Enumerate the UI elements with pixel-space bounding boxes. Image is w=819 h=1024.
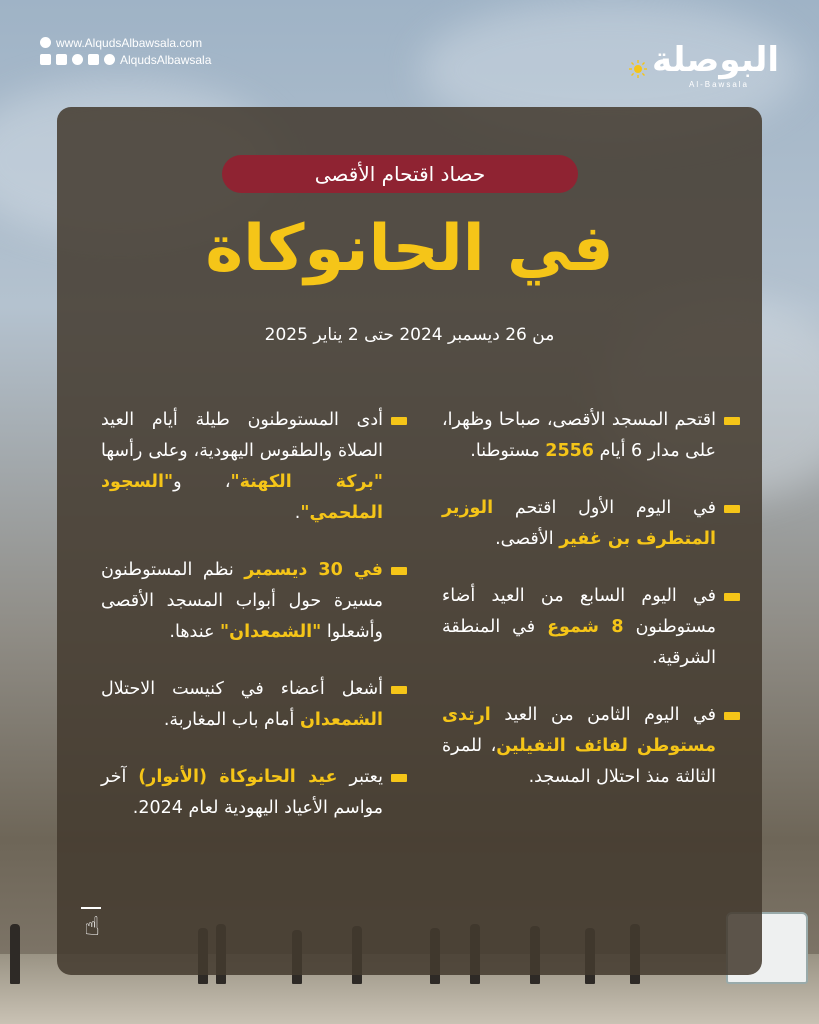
date-range: من 26 ديسمبر 2024 حتى 2 يناير 2025 bbox=[264, 325, 555, 345]
fact-text: ، للمرة الثالثة منذ احتلال المسجد. bbox=[442, 736, 716, 787]
twitter-icon[interactable] bbox=[40, 54, 51, 65]
bullet-icon bbox=[391, 774, 407, 782]
logo-latin: Al-Bawsala bbox=[688, 80, 749, 89]
fact-text: أمام باب المغاربة. bbox=[163, 710, 300, 730]
youtube-icon[interactable] bbox=[56, 54, 67, 65]
fact-text: اقتحم المسجد الأقصى، صباحا وظهرا، على مدار 6 أيام bbox=[442, 410, 716, 461]
fact-text: في اليوم الثامن من العيد bbox=[490, 705, 716, 725]
website-row bbox=[40, 34, 211, 51]
fact-text: ، و bbox=[173, 472, 231, 492]
highlight-text: عيد الحانوكاة (الأنوار) bbox=[138, 767, 338, 787]
bullet-icon bbox=[724, 505, 740, 513]
fact-text: . bbox=[294, 503, 301, 523]
fact-text: أدى المستوطنون طيلة أيام العيد الصلاة والطقوس اليهودية، وعلى رأسها bbox=[101, 410, 383, 461]
highlight-text: الوزير المتطرف بن غفير bbox=[442, 498, 716, 549]
facebook-icon[interactable] bbox=[72, 54, 83, 65]
fact-text: في اليوم الأول اقتحم bbox=[493, 498, 716, 518]
content-card bbox=[57, 107, 762, 975]
bullet-icon bbox=[724, 593, 740, 601]
fact-item bbox=[101, 405, 407, 529]
highlight-text: "السجود الملحمي" bbox=[101, 472, 383, 523]
fact-text: نظم المستوطنون مسيرة حول أبواب المسجد الأقصى وأشعلوا bbox=[101, 560, 383, 642]
fact-text: في المنطقة الشرقية. bbox=[442, 617, 716, 668]
background-person bbox=[10, 924, 20, 984]
swipe-arrow-icon bbox=[81, 907, 101, 909]
fact-item bbox=[101, 762, 407, 824]
fact-item bbox=[442, 700, 740, 793]
highlight-text: ارتدى مستوطن لفائف التفيلين bbox=[442, 705, 716, 756]
social-row bbox=[40, 51, 211, 68]
telegram-icon[interactable] bbox=[104, 54, 115, 65]
bullet-icon bbox=[391, 686, 407, 694]
fact-item bbox=[442, 493, 740, 555]
fact-text: آخر مواسم الأعياد اليهودية لعام 2024. bbox=[101, 767, 383, 818]
highlight-text: 2556 bbox=[545, 441, 594, 461]
highlight-text: الشمعدان bbox=[299, 710, 383, 730]
fact-text: في اليوم السابع من العيد أضاء مستوطنون bbox=[442, 586, 716, 637]
topic-pill: حصاد اقتحام الأقصى bbox=[222, 155, 578, 193]
swipe-hand-icon[interactable]: ☝ bbox=[84, 912, 100, 942]
albawsala-logo bbox=[629, 40, 779, 98]
contact-info bbox=[40, 34, 211, 68]
social-handle[interactable]: AlqudsAlbawsala bbox=[120, 52, 212, 67]
fact-text: الأقصى. bbox=[495, 529, 560, 549]
bullet-icon bbox=[391, 567, 407, 575]
sun-icon bbox=[629, 60, 647, 78]
fact-text: أشعل أعضاء في كنيست الاحتلال bbox=[101, 679, 383, 699]
fact-text: عندها. bbox=[169, 622, 221, 642]
fact-item bbox=[442, 405, 740, 467]
right-column bbox=[442, 405, 740, 819]
fact-text: يعتبر bbox=[337, 767, 383, 787]
fact-text: مستوطنا. bbox=[470, 441, 546, 461]
instagram-icon[interactable] bbox=[88, 54, 99, 65]
bullet-icon bbox=[391, 417, 407, 425]
website-text[interactable]: www.AlqudsAlbawsala.com bbox=[56, 35, 203, 50]
globe-icon bbox=[40, 37, 51, 48]
headline: في الحانوكاة bbox=[205, 212, 614, 286]
fact-item bbox=[101, 674, 407, 736]
bullet-icon bbox=[724, 417, 740, 425]
left-column bbox=[101, 405, 407, 850]
fact-item bbox=[442, 581, 740, 674]
logo-arabic: البوصلة bbox=[652, 40, 779, 80]
fact-item bbox=[101, 555, 407, 648]
highlight-text: في 30 ديسمبر bbox=[244, 560, 383, 580]
bullet-icon bbox=[724, 712, 740, 720]
highlight-text: "الشمعدان" bbox=[220, 622, 322, 642]
highlight-text: 8 شموع bbox=[547, 617, 624, 637]
highlight-text: "بركة الكهنة" bbox=[230, 472, 383, 492]
